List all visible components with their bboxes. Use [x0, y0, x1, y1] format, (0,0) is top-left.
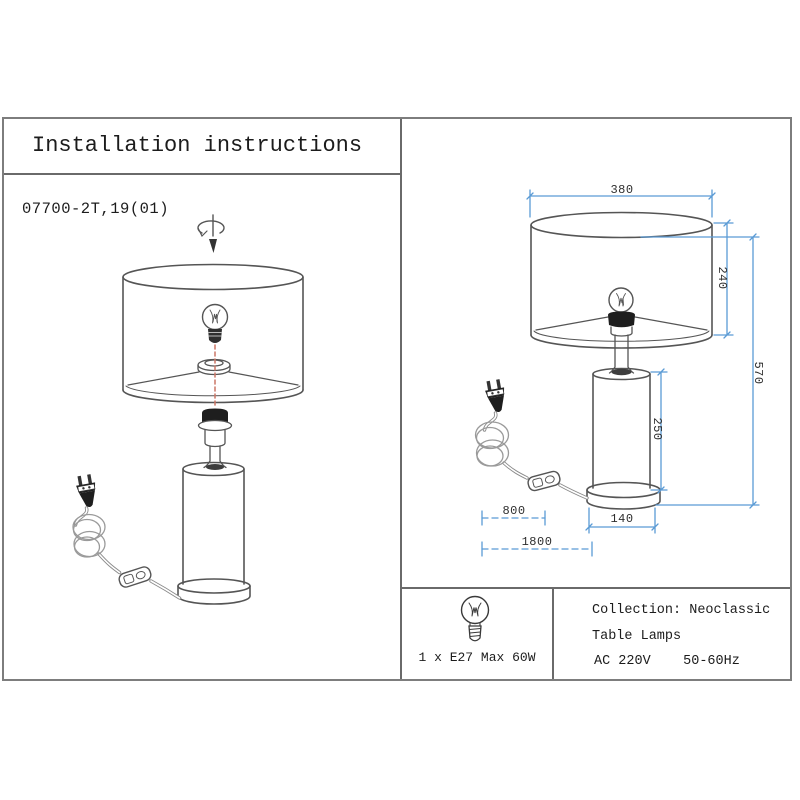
- inline-switch: [118, 565, 153, 588]
- lamp-base: [587, 483, 660, 510]
- model-number: 07700-2T,19(01): [22, 200, 170, 218]
- power-plug-icon: [484, 379, 509, 414]
- footer-cell-divider: [552, 589, 554, 679]
- dim-body-height: 250: [650, 417, 664, 441]
- dim-base-diameter: 140: [610, 512, 634, 526]
- dim-cord-length: 1800: [521, 535, 553, 549]
- power-cord-coil: [476, 422, 509, 466]
- bulb-icon: [457, 595, 493, 647]
- light-bulb-icon: [203, 305, 228, 344]
- page-title: Installation instructions: [32, 133, 363, 158]
- lamp-socket: [608, 312, 635, 374]
- bulb-spec: 1 x E27 Max 60W: [418, 650, 536, 665]
- shade-ring: [198, 360, 230, 375]
- dimensioned-lamp-diagram: [401, 117, 793, 587]
- lamp-body: [183, 463, 244, 585]
- dim-plug-to-switch: 800: [502, 504, 526, 518]
- collection-label: Collection: Neoclassic: [592, 603, 771, 618]
- rotate-insert-icon: [198, 215, 224, 253]
- dim-shade-diameter: 380: [610, 183, 634, 197]
- power-rating: AC 220V 50-60Hz: [594, 654, 740, 669]
- lamp-body: [593, 369, 650, 489]
- lamp-socket: [199, 409, 232, 468]
- category-label: Table Lamps: [592, 629, 682, 644]
- dim-shade-height: 240: [715, 266, 729, 290]
- dim-total-height: 570: [751, 361, 765, 385]
- light-bulb-icon: [609, 288, 633, 312]
- footer-divider: [402, 587, 790, 589]
- lamp-base: [178, 579, 250, 604]
- power-plug-icon: [75, 474, 100, 509]
- inline-switch: [527, 470, 562, 492]
- lamp-shade: [531, 213, 712, 349]
- exploded-lamp-diagram: [2, 175, 401, 681]
